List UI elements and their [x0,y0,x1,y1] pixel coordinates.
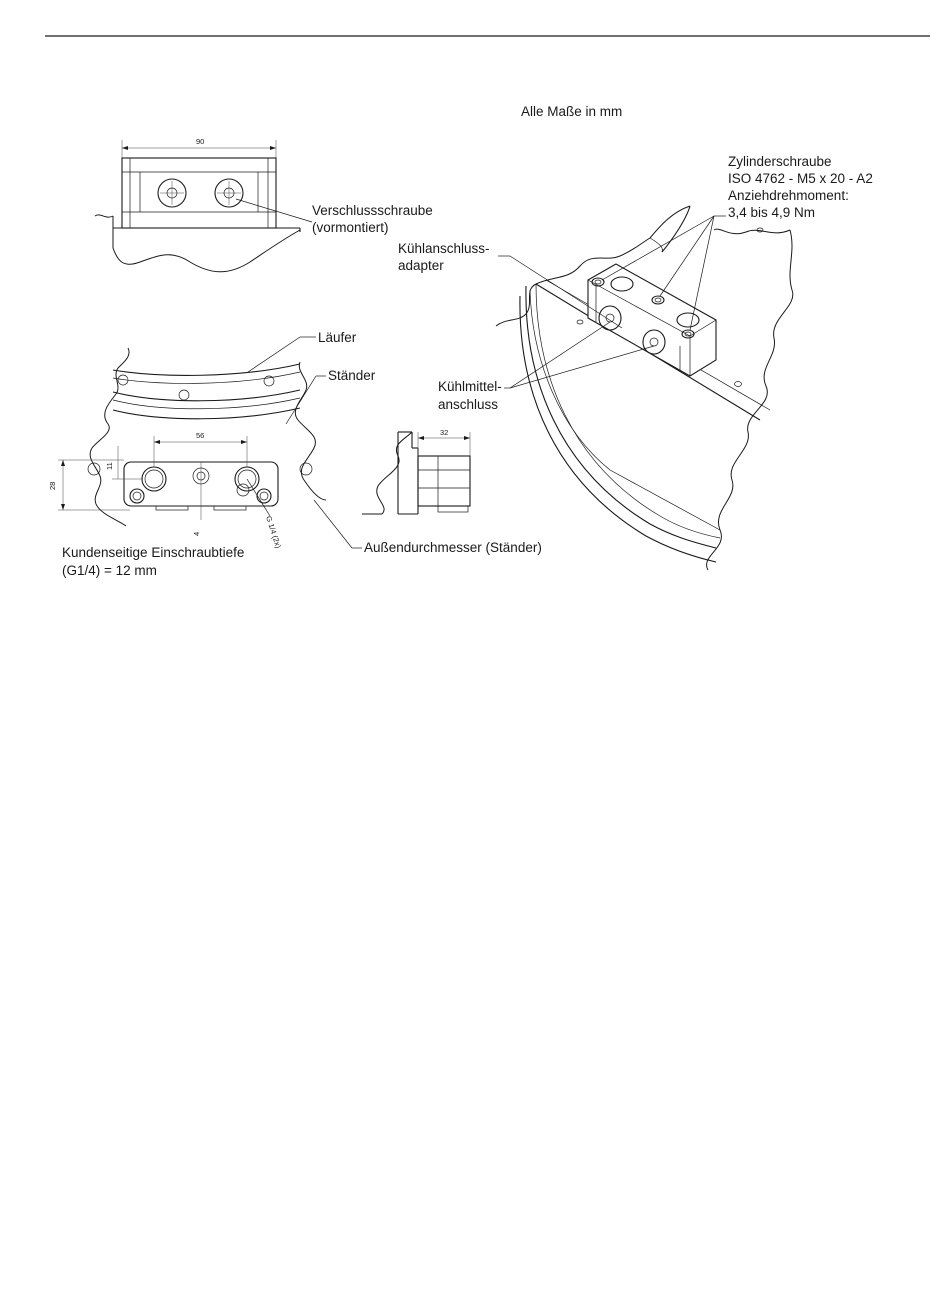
label-rotor: Läufer [318,330,357,345]
dimension-32: 32 [440,428,449,437]
label-plug-screw: Verschlussschraube [312,203,433,218]
label-plug-screw-sub: (vormontiert) [312,220,389,235]
label-adapter-sub: adapter [398,258,444,273]
label-stator: Ständer [328,368,376,383]
label-screw-1: Zylinderschraube [728,154,832,169]
iso-view [398,154,873,570]
note-depth: Kundenseitige Einschraubtiefe [62,545,245,560]
thread-note: G 1/4 (2x) [264,514,283,550]
label-adapter: Kühlanschluss- [398,241,490,256]
dimension-90: 90 [196,137,205,146]
label-screw-4: 3,4 bis 4,9 Nm [728,205,816,220]
coolant-port-left [142,467,166,491]
dimension-28: 28 [48,481,57,490]
note-depth-value: (G1/4) = 12 mm [62,563,157,578]
top-view [95,137,433,272]
dimension-56: 56 [196,431,205,440]
label-outer-diameter: Außendurchmesser (Ständer) [364,540,542,555]
front-view [48,330,542,578]
dimension-4: 4 [192,531,201,536]
dimension-11: 11 [105,462,114,470]
units-note: Alle Maße in mm [521,104,623,119]
label-coolant-sub: anschluss [438,397,499,412]
label-coolant: Kühlmittel- [438,379,502,394]
side-view [362,428,470,514]
label-screw-3: Anziehdrehmoment: [728,188,849,203]
label-screw-2: ISO 4762 - M5 x 20 - A2 [728,171,873,186]
